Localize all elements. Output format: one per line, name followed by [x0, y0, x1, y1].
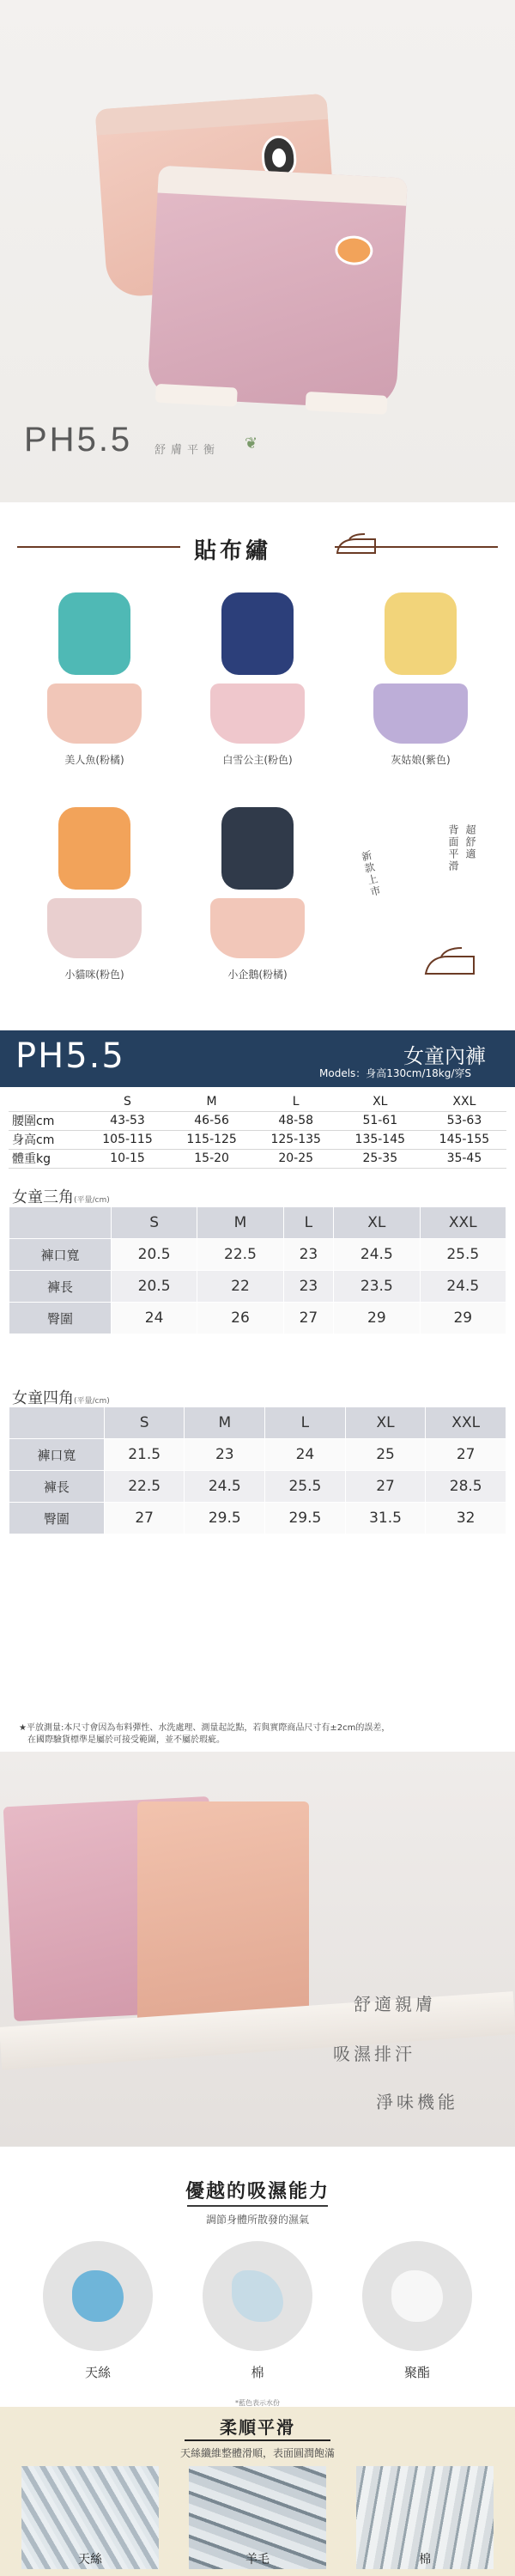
- new-arrival-label: 新款上市: [359, 849, 383, 899]
- boxers-size-table: S M L XL XXL 褲口寬 21.5 23 24 25 27 褲長 22.5 24.5 25.5 27 28.5 臀圍 27 29.5 29.5 31.5 32: [9, 1406, 506, 1534]
- size-header: M: [170, 1092, 254, 1111]
- size-header: XL: [338, 1092, 422, 1111]
- material-label: 棉: [251, 2365, 264, 2380]
- brief-thumbnail: [373, 683, 468, 744]
- material-label: 聚酯: [403, 2365, 430, 2380]
- table-row: 臀圍 24 26 27 29 29: [9, 1303, 506, 1334]
- table-row: 褲口寬 20.5 22.5 23 24.5 25.5: [9, 1239, 506, 1271]
- title-underline: [187, 2205, 328, 2207]
- material-label: 天絲: [84, 2365, 111, 2380]
- briefs-size-table: S M L XL XXL 褲口寬 20.5 22.5 23 24.5 25.5 褲長 20.5 22 23 23.5 24.5 臀圍 24 26 27 29 29: [9, 1206, 506, 1334]
- iron-icon: [330, 532, 382, 558]
- table-row: 體重kg 10-15 15-20 20-25 25-35 35-45: [9, 1149, 506, 1168]
- absorbency-subtitle: 調節身體所散發的濕氣: [205, 2214, 309, 2226]
- title-underline: [185, 2439, 330, 2441]
- penguin-patch-icon: [221, 807, 294, 890]
- product-label: 灰姑娘(紫色): [391, 754, 451, 766]
- product-kitten[interactable]: [17, 807, 172, 981]
- absorbency-footnote: *藍色表示水份: [235, 2399, 280, 2407]
- polyester-sample: [362, 2241, 472, 2351]
- size-header: L: [254, 1092, 338, 1111]
- smooth-title: 柔順平滑: [220, 2417, 295, 2438]
- table-row: 身高cm 105-115 115-125 125-135 135-145 145-155: [9, 1130, 506, 1149]
- water-drop-icon: [232, 2270, 283, 2322]
- table-row: 腰圍cm 43-53 46-56 48-58 51-61 53-63: [9, 1111, 506, 1130]
- size-header: S: [85, 1092, 169, 1111]
- table-row: 褲長 20.5 22 23 23.5 24.5: [9, 1271, 506, 1303]
- feature-label: 舒適親膚: [354, 1994, 436, 2014]
- fiber-label: 棉: [419, 2553, 431, 2567]
- feature-label: 吸濕排汗: [333, 2044, 415, 2064]
- boxers-heading: 女童四角(平量/cm): [12, 1389, 110, 1407]
- fiber-label: 天絲: [78, 2553, 102, 2567]
- product-label: 白雪公主(粉色): [222, 754, 293, 766]
- note-comfort: 超舒適: [464, 824, 476, 860]
- briefs-heading: 女童三角(平量/cm): [12, 1188, 110, 1206]
- brief-thumbnail: [47, 683, 142, 744]
- product-cinderella[interactable]: [343, 592, 498, 767]
- smooth-subtitle: 天絲纖維整體滑順，表面圓潤飽滿: [179, 2447, 335, 2459]
- size-chart-title: 女童內褲: [403, 1044, 486, 1068]
- feature-label: 淨味機能: [376, 2092, 458, 2112]
- product-label: 小企鵝(粉橘): [227, 969, 288, 981]
- absorbency-title: 優越的吸濕能力: [185, 2181, 330, 2202]
- size-header: XXL: [422, 1092, 506, 1111]
- brand-logo: PH5.5: [24, 421, 133, 459]
- kitten-patch-icon: [58, 807, 130, 890]
- note-smooth-back: 背面平滑: [447, 824, 459, 872]
- product-label: 小貓咪(粉色): [64, 969, 124, 981]
- product-label: 美人魚(粉橘): [64, 754, 124, 766]
- leaf-icon: ❦: [245, 434, 258, 453]
- cat-patch-icon: [335, 234, 374, 265]
- boxer-thumbnail: [47, 898, 142, 958]
- brand-logo: PH5.5: [15, 1036, 125, 1076]
- water-drop-icon: [72, 2270, 124, 2322]
- model-info: Models：身高130cm/18kg/穿S: [319, 1067, 472, 1079]
- fiber-label: 羊毛: [245, 2553, 270, 2567]
- mermaid-patch-icon: [58, 592, 130, 675]
- iron-icon: [421, 945, 481, 979]
- cotton-sample: [203, 2241, 312, 2351]
- pink-boxer-brief: [147, 166, 408, 410]
- brand-tagline: 舒膚平衡: [154, 444, 221, 457]
- section-title: 貼布繡: [194, 538, 272, 564]
- product-mermaid[interactable]: [17, 592, 172, 767]
- body-size-table: [9, 1092, 506, 1169]
- tencel-sample: [43, 2241, 153, 2351]
- water-drop-icon: [391, 2270, 443, 2322]
- table-row: 褲口寬 21.5 23 24 25 27: [9, 1439, 506, 1471]
- product-penguin[interactable]: [180, 807, 335, 981]
- product-snow-white[interactable]: [180, 592, 335, 767]
- cinderella-patch-icon: [385, 592, 457, 675]
- table-row: 臀圍 27 29.5 29.5 31.5 32: [9, 1503, 506, 1534]
- snow-white-patch-icon: [221, 592, 294, 675]
- table-row: 褲長 22.5 24.5 25.5 27 28.5: [9, 1471, 506, 1503]
- boxer-thumbnail: [210, 898, 305, 958]
- brief-thumbnail: [210, 683, 305, 744]
- measurement-note: ★平放測量:本尺寸會因為布料彈性、水洗處理、測量起訖點，若與實際商品尺寸有±2cm的誤差， 在國際驗貨標準是屬於可接受範圍，並不屬於瑕疵。: [19, 1723, 391, 1745]
